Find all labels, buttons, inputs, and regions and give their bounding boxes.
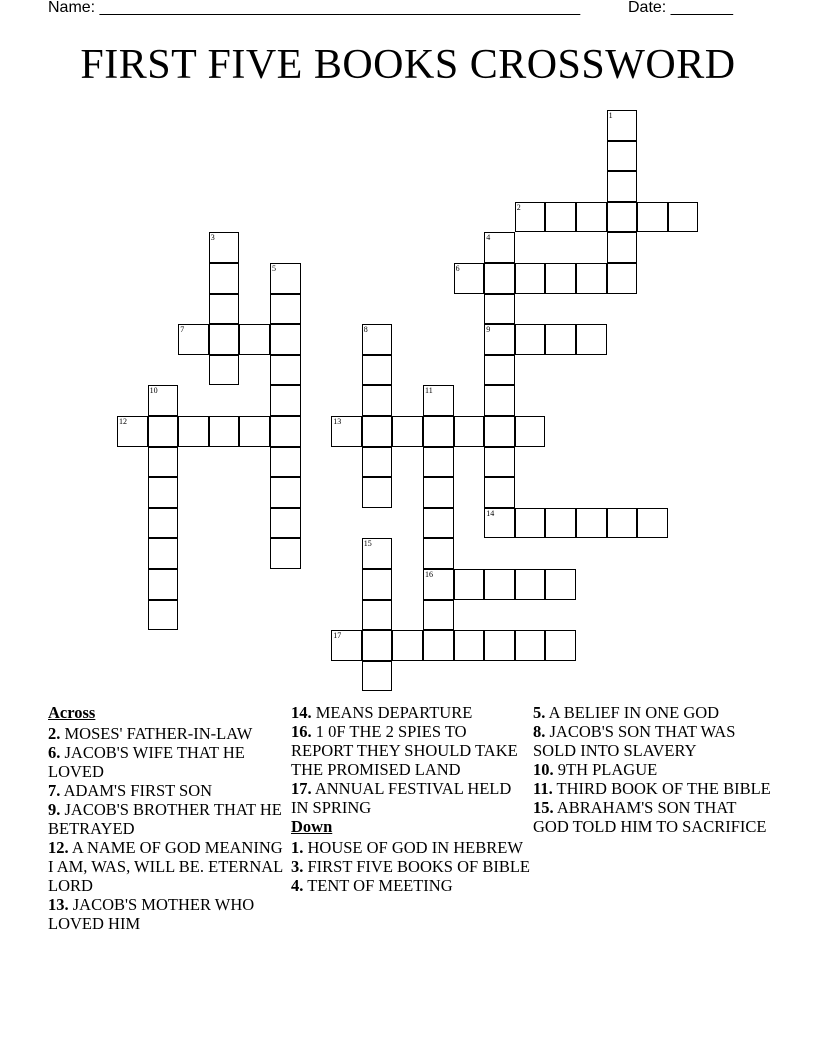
clue-across-12: 12. A NAME OF GOD MEANING I AM, WAS, WILL BE. ETERNAL LORD	[48, 838, 283, 895]
grid-cell	[545, 569, 576, 600]
clue-down-8: 8. JACOB'S SON THAT WAS SOLD INTO SLAVERY	[533, 722, 736, 760]
grid-cell	[484, 416, 515, 447]
grid-cell	[423, 447, 454, 478]
clue-number-label: 6	[455, 264, 460, 273]
clue-down-5: 5. A BELIEF IN ONE GOD	[533, 703, 720, 722]
grid-cell	[607, 508, 638, 539]
across-heading: Across	[48, 703, 96, 722]
grid-cell	[607, 263, 638, 294]
grid-cell	[148, 538, 179, 569]
clue-column-1	[48, 703, 288, 933]
grid-cell	[362, 447, 393, 478]
grid-cell	[668, 202, 699, 233]
clue-down-3: 3. FIRST FIVE BOOKS OF BIBLE	[291, 857, 530, 876]
grid-cell	[148, 600, 179, 631]
down-heading: Down	[291, 817, 333, 836]
clue-across-13: 13. JACOB'S MOTHER WHO LOVED HIM	[48, 895, 255, 933]
grid-cell	[545, 630, 576, 661]
clue-number-label: 4	[486, 233, 491, 243]
grid-cell	[209, 294, 240, 325]
clue-across-17: 17. ANNUAL FESTIVAL HELD IN SPRING	[291, 779, 512, 817]
grid-cell	[607, 141, 638, 172]
grid-cell	[270, 416, 301, 447]
clue-number-label: 10	[149, 386, 158, 396]
grid-cell	[270, 385, 301, 416]
grid-cell	[454, 630, 485, 661]
grid-cell	[209, 416, 240, 447]
grid-cell	[423, 630, 454, 661]
grid-cell	[148, 477, 179, 508]
grid-cell	[270, 355, 301, 386]
grid-cell	[607, 232, 638, 263]
grid-cell	[362, 661, 393, 692]
grid-cell	[362, 355, 393, 386]
grid-cell	[545, 263, 576, 294]
clue-down-10: 10. 9TH PLAGUE	[533, 760, 658, 779]
clue-across-7: 7. ADAM'S FIRST SON	[48, 781, 213, 800]
grid-cell	[515, 416, 546, 447]
grid-cell	[515, 569, 546, 600]
clue-number-label: 12	[119, 417, 127, 426]
grid-cell	[484, 385, 515, 416]
grid-cell	[362, 630, 393, 661]
clue-number-label: 13	[333, 417, 342, 426]
grid-cell	[148, 447, 179, 478]
clue-across-2: 2. MOSES' FATHER-IN-LAW	[48, 724, 253, 743]
clue-number-label: 2	[516, 202, 521, 212]
grid-cell	[576, 324, 607, 355]
grid-cell	[423, 538, 454, 569]
grid-cell	[515, 324, 546, 355]
grid-cell	[270, 324, 301, 355]
grid-cell	[270, 294, 301, 325]
grid-cell	[515, 508, 546, 539]
grid-cell	[576, 202, 607, 233]
grid-cell	[423, 600, 454, 631]
clue-across-14: 14. MEANS DEPARTURE	[291, 703, 473, 722]
grid-cell	[209, 263, 240, 294]
grid-cell	[239, 324, 270, 355]
grid-cell	[484, 294, 515, 325]
clue-down-1: 1. HOUSE OF GOD IN HEBREW	[291, 838, 523, 857]
clue-number-label: 3	[210, 233, 215, 243]
clue-number-label: 16	[425, 570, 433, 579]
clue-number-label: 9	[486, 325, 491, 335]
clue-number-label: 8	[363, 325, 368, 335]
grid-cell	[484, 355, 515, 386]
grid-cell	[454, 416, 485, 447]
clue-number-label: 17	[333, 631, 342, 641]
date-label: Date: _______	[628, 0, 733, 16]
grid-cell	[270, 447, 301, 478]
clue-number-label: 1	[608, 111, 613, 120]
grid-cell	[178, 416, 209, 447]
clue-across-16: 16. 1 0F THE 2 SPIES TO REPORT THEY SHOULD TAKE THE PROMISED LAND	[291, 722, 518, 779]
clue-number-label: 15	[363, 539, 372, 549]
clue-down-4: 4. TENT OF MEETING	[291, 876, 453, 895]
clue-number-label: 11	[425, 386, 433, 396]
grid-cell	[148, 508, 179, 539]
clue-column-2	[291, 703, 531, 895]
clue-column-3	[533, 703, 773, 836]
clue-across-9: 9. JACOB'S BROTHER THAT HE BETRAYED	[48, 800, 282, 838]
grid-cell	[607, 171, 638, 202]
grid-cell	[362, 385, 393, 416]
grid-cell	[484, 630, 515, 661]
grid-cell	[607, 202, 638, 233]
grid-cell	[545, 324, 576, 355]
grid-cell	[484, 477, 515, 508]
grid-cell	[148, 569, 179, 600]
grid-cell	[637, 202, 668, 233]
grid-cell	[576, 508, 607, 539]
grid-cell	[362, 416, 393, 447]
grid-cell	[515, 630, 546, 661]
grid-cell	[148, 416, 179, 447]
grid-cell	[209, 324, 240, 355]
grid-cell	[423, 416, 454, 447]
grid-cell	[454, 569, 485, 600]
grid-cell	[484, 263, 515, 294]
clue-across-6: 6. JACOB'S WIFE THAT HE LOVED	[48, 743, 245, 781]
grid-cell	[362, 477, 393, 508]
grid-cell	[423, 508, 454, 539]
clue-number-label: 7	[180, 325, 185, 335]
clue-number-label: 5	[272, 264, 276, 273]
clue-down-11: 11. THIRD BOOK OF THE BIBLE	[533, 779, 771, 798]
grid-cell	[484, 569, 515, 600]
grid-cell	[637, 508, 668, 539]
grid-cell	[209, 355, 240, 386]
grid-cell	[545, 508, 576, 539]
clue-down-15: 15. ABRAHAM'S SON THAT GOD TOLD HIM TO SACRIFICE	[533, 798, 767, 836]
clue-number-label: 14	[486, 508, 495, 518]
grid-cell	[392, 416, 423, 447]
grid-cell	[484, 447, 515, 478]
grid-cell	[423, 477, 454, 508]
grid-cell	[270, 477, 301, 508]
grid-cell	[545, 202, 576, 233]
grid-cell	[239, 416, 270, 447]
grid-cell	[362, 600, 393, 631]
grid-cell	[392, 630, 423, 661]
grid-cell	[270, 508, 301, 539]
grid-cell	[515, 263, 546, 294]
page-title: FIRST FIVE BOOKS CROSSWORD	[80, 42, 736, 88]
grid-cell	[270, 538, 301, 569]
name-label: Name: ______________________________________________________	[48, 0, 581, 16]
grid-cell	[576, 263, 607, 294]
grid-cell	[362, 569, 393, 600]
